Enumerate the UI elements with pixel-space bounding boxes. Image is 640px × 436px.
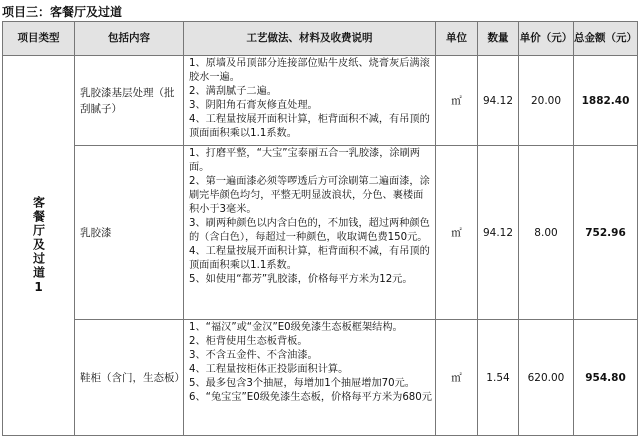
desc-line: 6、“兔宝宝”E0级免漆生态板，价格每平方米为680元 (189, 392, 432, 403)
total-cell: 954.80 (574, 320, 638, 436)
unit-cell: ㎡ (436, 56, 478, 146)
table-row (3, 56, 638, 146)
unit-cell: ㎡ (436, 146, 478, 320)
desc-line: 3、不含五金件、不含油漆。 (189, 350, 318, 361)
total-cell: 752.96 (574, 146, 638, 320)
desc-cell (184, 146, 436, 320)
desc-line: 1、打磨平整，“大宝”宝泰丽五合一乳胶漆，涂刷两面。 (189, 148, 420, 173)
header-price: 单价（元） (519, 22, 574, 56)
unit-cell: ㎡ (436, 320, 478, 436)
header-desc: 工艺做法、材料及收费说明 (184, 22, 436, 56)
desc-cell (184, 320, 436, 436)
section-label: 客餐厅及过道1 (31, 195, 46, 296)
total-cell: 1882.40 (574, 56, 638, 146)
header-row (3, 22, 638, 56)
desc-line: 2、柜背使用生态板背板。 (189, 336, 308, 347)
desc-cell (184, 56, 436, 146)
qty-cell: 94.12 (478, 146, 519, 320)
desc-line: 3、刷两种颜色以内含白色的，不加钱，超过两种颜色的（含白色），每超过一种颜色，收取调色费150元。 (189, 218, 430, 243)
desc-line: 1、原墙及吊顶部分连接部位贴牛皮纸、烧膏灰后满滚胶水一遍。 (189, 58, 430, 83)
table-row (3, 320, 638, 436)
item-cell: 乳胶漆 (75, 146, 184, 320)
header-qty: 数量 (478, 22, 519, 56)
header-total: 总金额（元） (574, 22, 638, 56)
desc-line: 5、如使用“都芳”乳胶漆，价格每平方米为12元。 (189, 274, 413, 285)
header-item: 包括内容 (75, 22, 184, 56)
desc-line: 4、工程量按柜体正投影面积计算。 (189, 364, 349, 375)
table-row (3, 146, 638, 320)
quote-table (2, 21, 638, 436)
price-cell: 8.00 (519, 146, 574, 320)
item-cell: 鞋柜（含门，生态板） (75, 320, 184, 436)
section-label-cell (3, 56, 75, 436)
page-title: 项目三：客餐厅及过道 (2, 5, 123, 19)
item-cell: 乳胶漆基层处理（批刮腻子） (75, 56, 184, 146)
desc-line: 4、工程量按展开面积计算，柜背面积不减，有吊顶的顶面面积乘以1.1系数。 (189, 114, 430, 139)
desc-line: 4、工程量按展开面积计算，柜背面积不减，有吊顶的顶面面积乘以1.1系数。 (189, 246, 430, 271)
desc-line: 2、满刮腻子二遍。 (189, 86, 277, 97)
desc-line: 3、阴阳角石膏灰修直处理。 (189, 100, 318, 111)
header-type: 项目类型 (3, 22, 75, 56)
qty-cell: 94.12 (478, 56, 519, 146)
desc-line: 5、最多包含3个抽屉，每增加1个抽屉增加70元。 (189, 378, 415, 389)
qty-cell: 1.54 (478, 320, 519, 436)
price-cell: 620.00 (519, 320, 574, 436)
desc-line: 2、第一遍面漆必须等啰透后方可涂刷第二遍面漆，涂刷完毕颜色均匀，平整无明显波浪状，分色、裹楼面积小于3毫米。 (189, 176, 430, 215)
header-unit: 单位 (436, 22, 478, 56)
price-cell: 20.00 (519, 56, 574, 146)
desc-line: 1、“福汉”或“金汉”E0级免漆生态板框架结构。 (189, 322, 403, 333)
